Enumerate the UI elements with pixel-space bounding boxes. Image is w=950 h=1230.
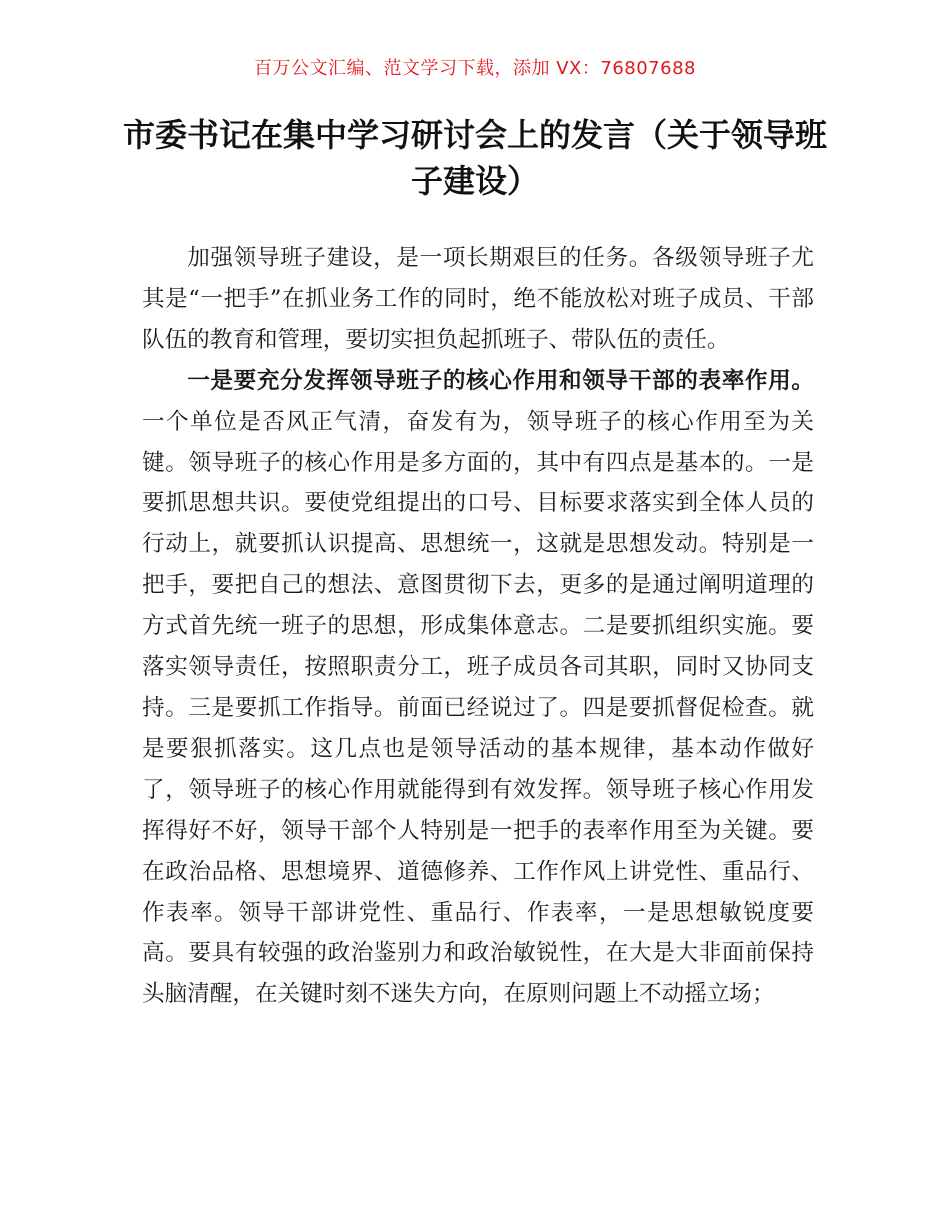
paragraph-intro (142, 238, 814, 361)
paragraph-point-one (142, 361, 814, 1016)
paragraph-intro-text: 加强领导班子建设，是一项长期艰巨的任务。各级领导班子尤其是“一把手”在抓业务工作的同时，绝不能放松对班子成员、干部队伍的教育和管理，要切实担负起抓班子、带队伍的责任。 (142, 245, 814, 353)
document-body (142, 238, 814, 1015)
document-title: 市委书记在集中学习研讨会上的发言（关于领导班子建设） (122, 116, 827, 200)
paragraph-point-one-heading: 一是要充分发挥领导班子的核心作用和领导干部的表率作用。 (187, 367, 814, 394)
watermark-header: 百万公文汇编、范文学习下载，添加 VX：76807688 (254, 58, 696, 79)
paragraph-point-one-text: 一个单位是否风正气清，奋发有为，领导班子的核心作用至为关键。领导班子的核心作用是多方面的，其中有四点是基本的。一是要抓思想共识。要使党组提出的口号、目标要求落实到全体人员的行动上，就要抓认识提高、思想统一，这就是思想发动。特别是一把手，要把自己的想法、意图贯彻下去，更多的是通过阐明道理的方式首先统一班子的思想，形成集体意志。二是要抓组织实施。要落实领导责任，按照职责分工，班子成员各司其职，同时又协同支持。三是要抓工作指导。前面已经说过了。四是要抓督促检查。就是要狠抓落实。这几点也是领导活动的基本规律，基本动作做好了，领导班子的核心作用就能得到有效发挥。领导班子核心作用发挥得好不好，领导干部个人特别是一把手的表率作用至为关键。要在政治品格、思想境界、道德修养、工作作风上讲党性、重品行、作表率。领导干部讲党性、重品行、作表率，一是思想敏锐度要高。要具有较强的政治鉴别力和政治敏锐性，在大是大非面前保持头脑清醒，在关键时刻不迷失方向，在原则问题上不动摇立场； (142, 408, 814, 1008)
